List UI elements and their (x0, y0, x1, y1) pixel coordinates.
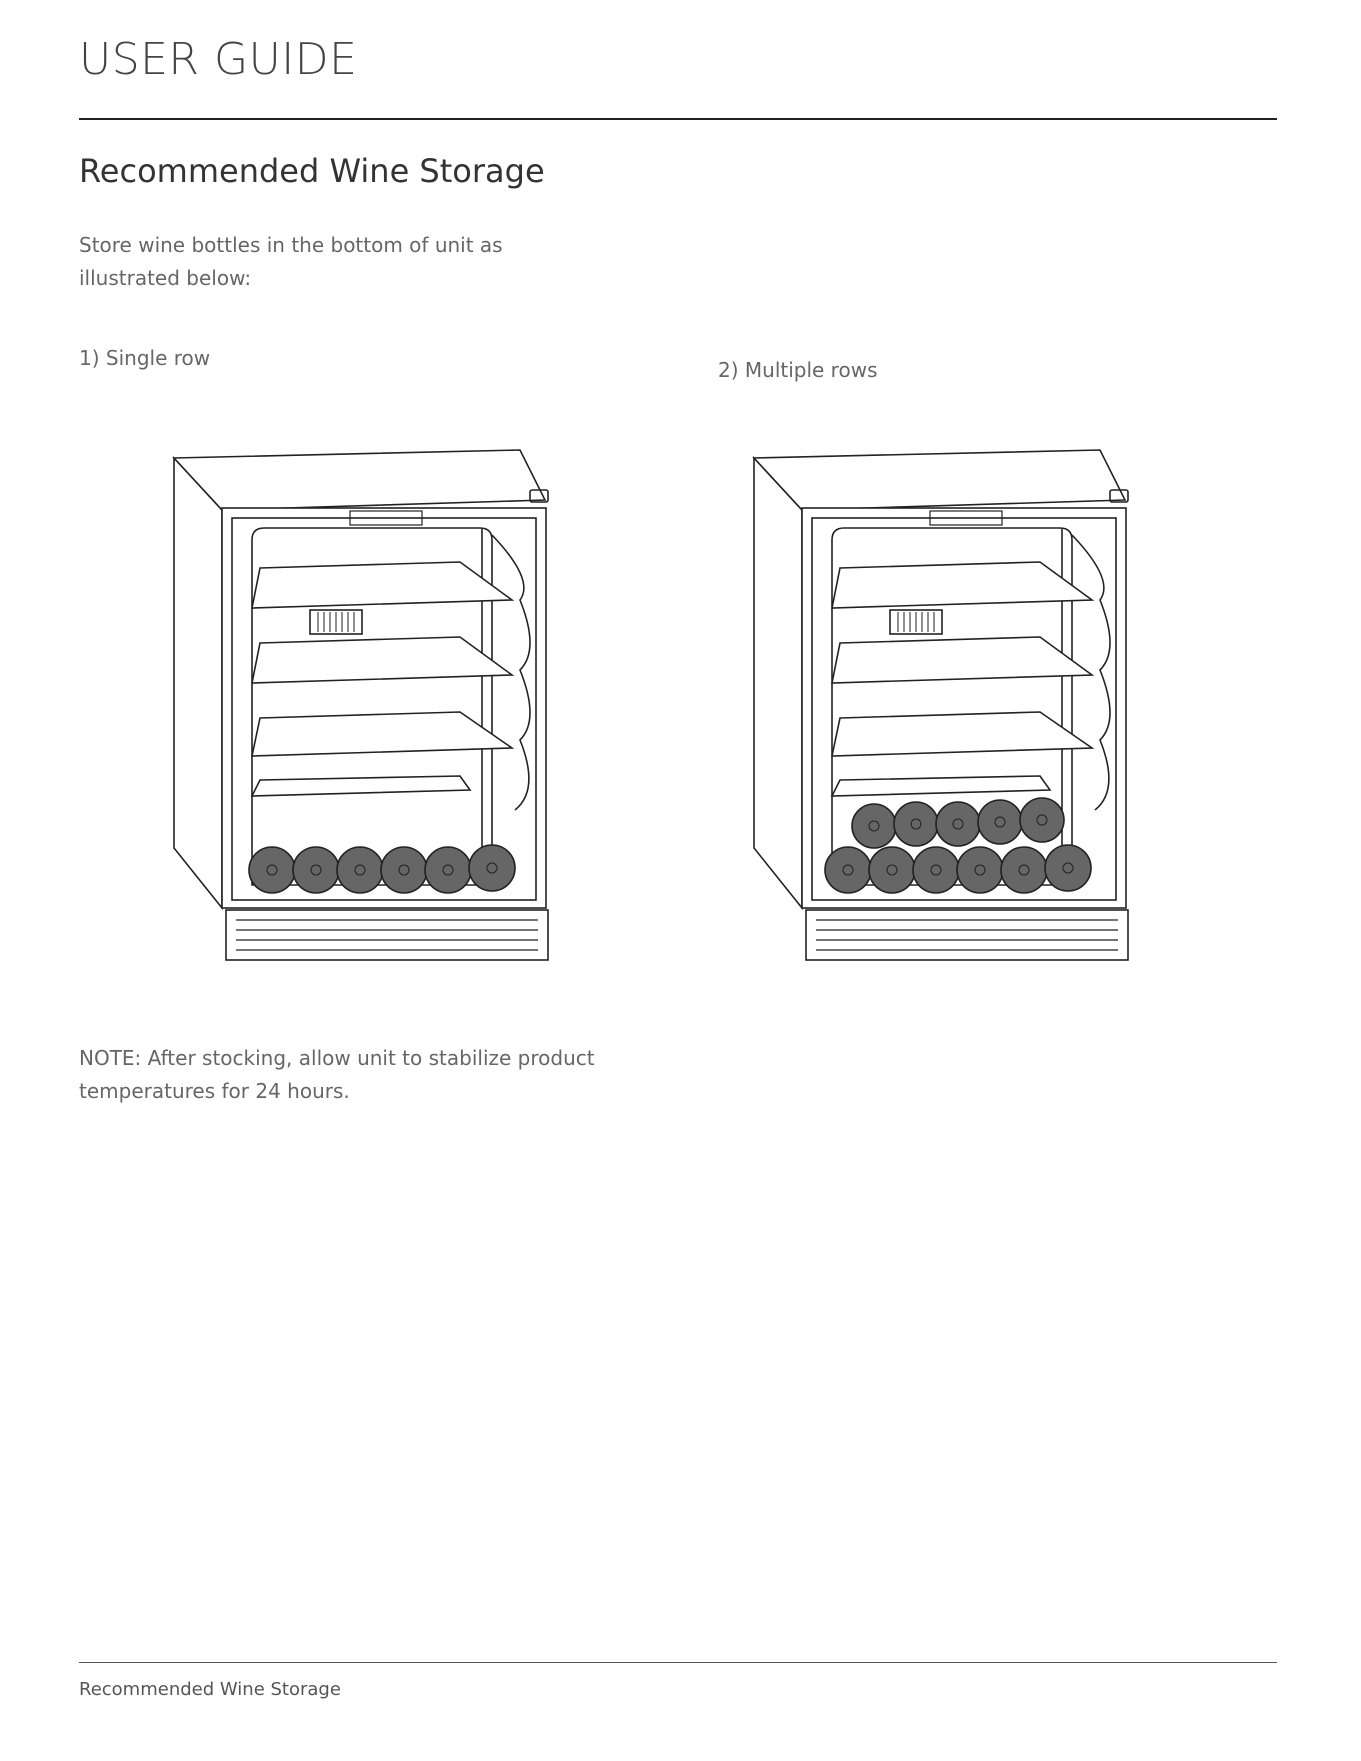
wine-cooler-single-row-illustration (160, 440, 560, 970)
header-divider (79, 118, 1277, 120)
wine-cooler-multiple-rows-illustration (740, 440, 1140, 970)
multiple-rows-label: 2) Multiple rows (718, 358, 878, 382)
footer-text: Recommended Wine Storage (79, 1679, 341, 1700)
section-title: Recommended Wine Storage (79, 152, 545, 190)
footer-divider (79, 1662, 1277, 1663)
intro-paragraph: Store wine bottles in the bottom of unit as illustrated below: (79, 233, 503, 290)
single-row-label: 1) Single row (79, 346, 211, 370)
stocking-note: NOTE: After stocking, allow unit to stabilize product temperatures for 24 hours. (79, 1046, 595, 1103)
page-header-title: USER GUIDE (79, 34, 358, 85)
